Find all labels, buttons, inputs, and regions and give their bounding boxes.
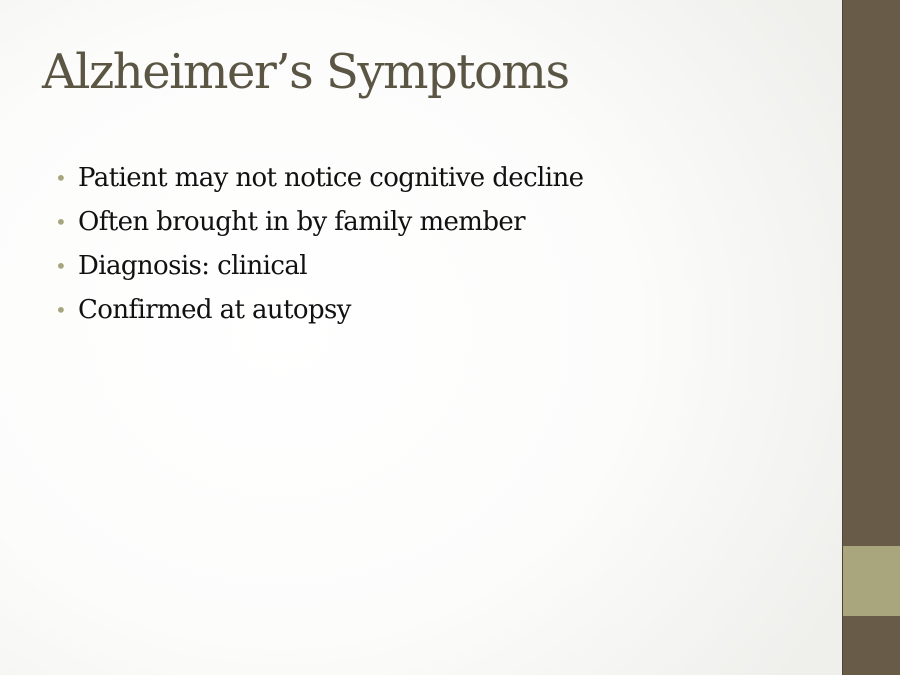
bullet-text: Confirmed at autopsy (78, 295, 351, 325)
list-item (54, 246, 583, 290)
list-item (54, 202, 583, 246)
decorative-side-bar (842, 0, 900, 675)
bullet-icon: • (55, 254, 67, 278)
bullet-icon: • (55, 166, 67, 190)
slide-title: Alzheimer’s Symptoms (42, 44, 569, 100)
list-item (54, 290, 583, 334)
side-bar-accent (843, 546, 900, 616)
bullet-text: Diagnosis: clinical (78, 251, 307, 281)
bullet-icon: • (55, 298, 67, 322)
bullet-text: Patient may not notice cognitive decline (78, 163, 584, 193)
list-item (54, 158, 583, 202)
bullet-text: Often brought in by family member (78, 207, 525, 237)
bullet-list (54, 158, 583, 334)
bullet-icon: • (55, 210, 67, 234)
